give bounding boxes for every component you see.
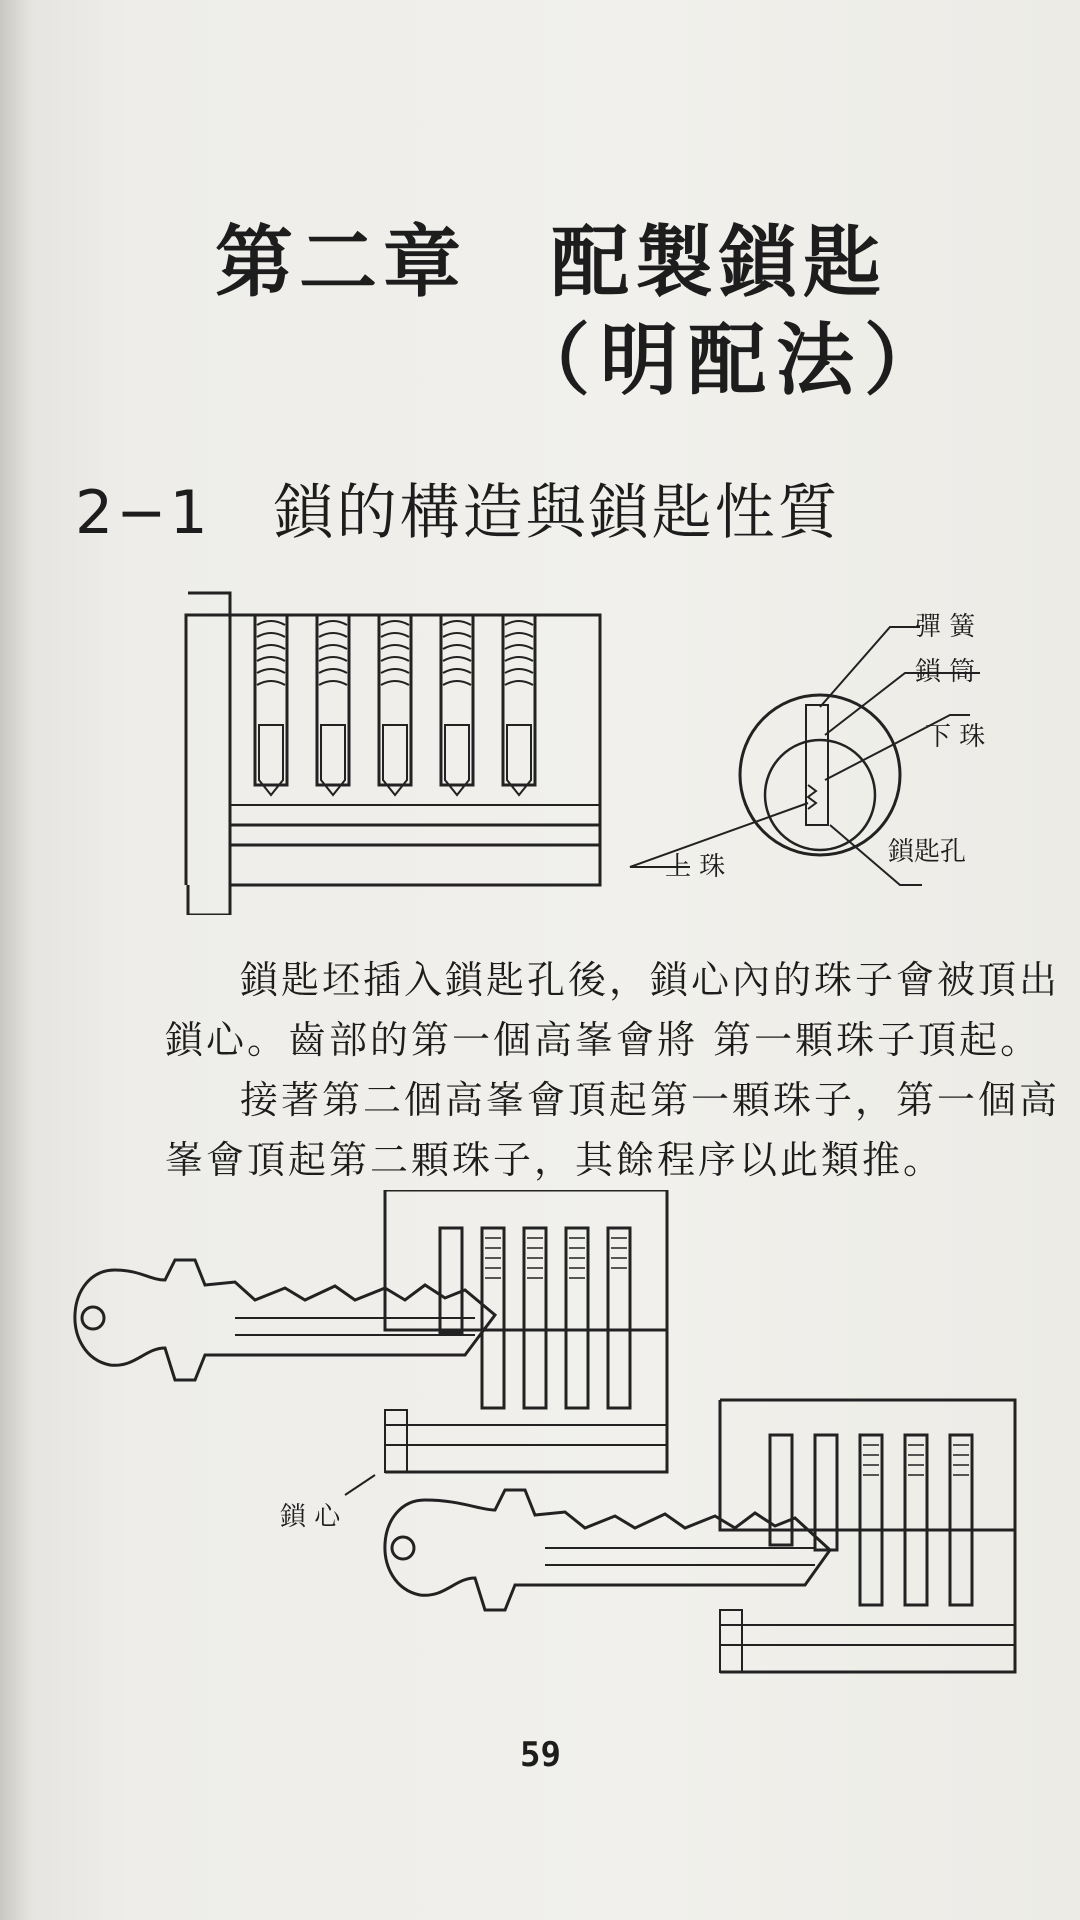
- label-spring: 彈 簧: [915, 612, 976, 642]
- lock-side-view: [186, 593, 600, 915]
- label-lower-pin: 下 珠: [925, 722, 986, 752]
- chapter-title: 第二章 配製鎖匙: [215, 218, 888, 308]
- page-number: 59: [520, 1735, 561, 1775]
- section-heading: 2−1 鎖的構造與鎖匙性質: [75, 478, 841, 548]
- paragraph-1-line-2: 鎖心。齒部的第一個高峯會將 第一顆珠子頂起。: [165, 1018, 1042, 1062]
- paragraph-1-line-1: 鎖匙坯插入鎖匙孔後，鎖心內的珠子會被頂出: [240, 958, 1061, 1002]
- label-upper-pin: 上 珠: [665, 852, 726, 882]
- paragraph-2-line-2: 峯會頂起第二顆珠子，其餘程序以此類推。: [165, 1138, 945, 1182]
- paragraph-2: [165, 1070, 1061, 1190]
- paragraph-2-line-1: 接著第二個高峯會頂起第一顆珠子，第一個高: [240, 1078, 1061, 1122]
- pin-chambers: [255, 615, 535, 795]
- paragraph-1: [165, 950, 1061, 1070]
- label-keyhole: 鎖匙孔: [888, 837, 967, 867]
- label-lock-cylinder: 鎖 筒: [915, 657, 976, 687]
- lock-structure-figure: [170, 585, 1030, 915]
- key-lock-2: [385, 1400, 1015, 1672]
- key-insertion-figure: [55, 1190, 1035, 1700]
- label-lock-core: 鎖 心: [280, 1502, 341, 1532]
- chapter-subtitle: （明配法）: [512, 316, 953, 406]
- key-lock-1: [75, 1190, 667, 1495]
